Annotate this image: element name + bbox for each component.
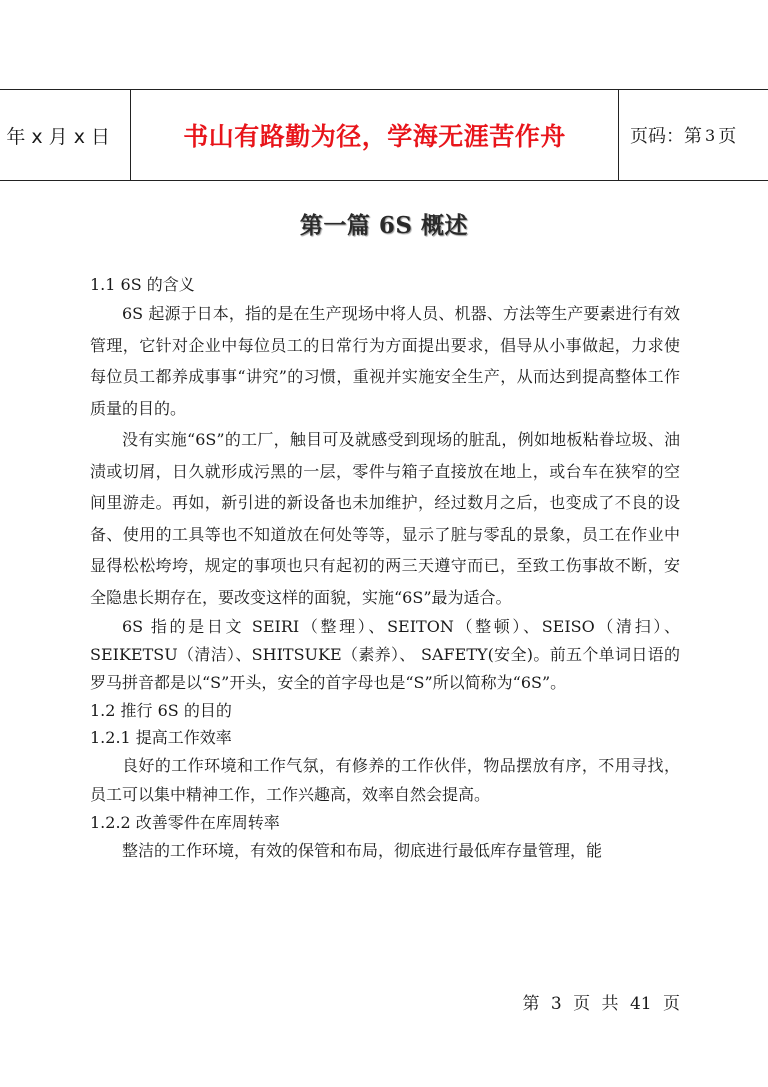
page-number: 3 xyxy=(705,125,716,145)
document-body xyxy=(90,271,680,865)
section-heading-1-1: 1.1 6S 的含义 xyxy=(90,275,195,294)
paragraph-inventory: 整洁的工作环境，有效的保管和布局，彻底进行最低库存量管理，能 xyxy=(122,841,603,860)
page-header xyxy=(0,89,768,181)
document-title: 第一篇 6S 概述 xyxy=(299,212,469,239)
section-heading-1-2-1: 1.2.1 提高工作效率 xyxy=(90,728,232,747)
section-heading-1-2: 1.2 推行 6S 的目的 xyxy=(90,701,232,720)
paragraph-6s-terms: 6S 指的是日文 SEIRI（整理）、SEITON（整顿）、SEISO（清扫）、SEIKETSU（清洁）、SHITSUKE（素养）、 SAFETY(安全)。前五个单词日语的罗马拼音都是以“S”开头，安全的首字母也是“S”所以简称为“6S”。 xyxy=(90,617,680,692)
header-motto: 书山有路勤为径，学海无涯苦作舟 xyxy=(131,90,619,180)
header-date: 年 x 月 x 日 xyxy=(0,90,131,180)
page-footer: 第 3 页 共 41 页 xyxy=(522,994,680,1014)
paragraph-without-6s: 没有实施“6S”的工厂，触目可及就感受到现场的脏乱，例如地板粘眷垃圾、油渍或切屑，日久就形成污黑的一层，零件与箱子直接放在地上，或台车在狭窄的空间里游走。再如，新引进的新设备也未加维护，经过数月之后，也变成了不良的设备、使用的工具等也不知道放在何处等等，显示了脏与零乱的景象，员工在作业中显得松松垮垮，规定的事项也只有起初的两三天遵守而已，至致工伤事故不断，安全隐患长期存在，要改变这样的面貌，实施“6S”最为适合。 xyxy=(90,430,680,607)
paragraph-6s-definition: 6S 起源于日本，指的是在生产现场中将人员、机器、方法等生产要素进行有效管理，它针对企业中每位员工的日常行为方面提出要求，倡导从小事做起，力求使每位员工都养成事事“讲究”的习惯，重视并实施安全生产，从而达到提高整体工作质量的目的。 xyxy=(90,304,680,418)
header-page-number xyxy=(619,90,768,180)
page-suffix: 页 xyxy=(718,126,737,147)
section-heading-1-2-2: 1.2.2 改善零件在库周转率 xyxy=(90,813,280,832)
paragraph-efficiency: 良好的工作环境和工作气氛，有修养的工作伙伴，物品摆放有序，不用寻找，员工可以集中精神工作，工作兴趣高，效率自然会提高。 xyxy=(90,756,680,804)
page-prefix: 页码：第 xyxy=(630,126,702,147)
